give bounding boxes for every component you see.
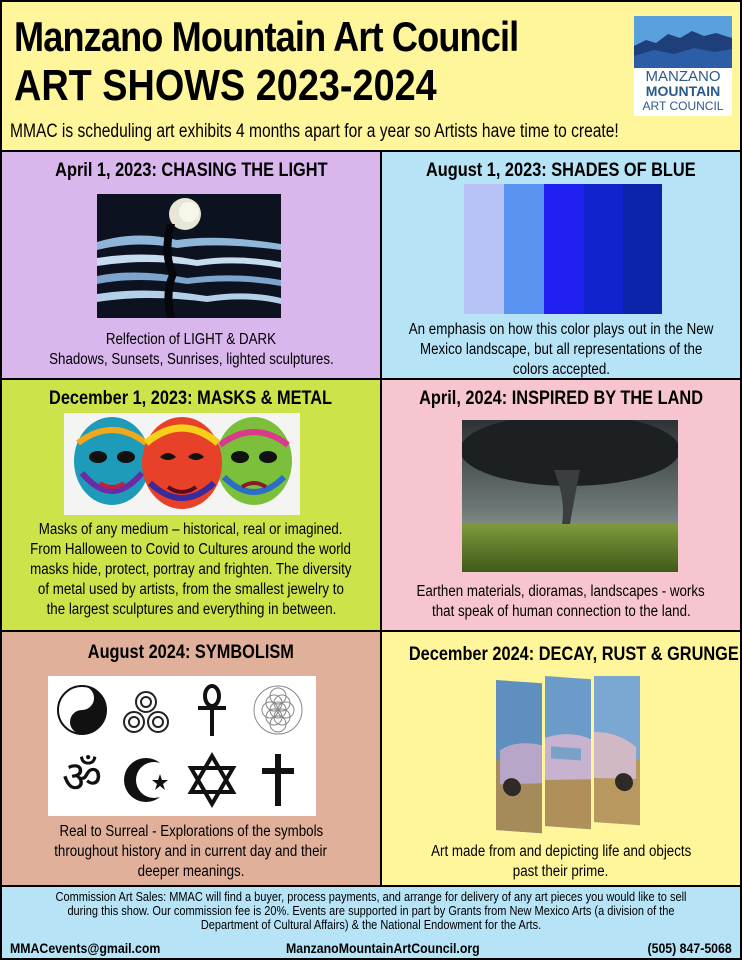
- show-inspired-by-the-land: [382, 380, 740, 632]
- phone-number[interactable]: (505) 847-5068: [647, 940, 732, 956]
- show-description: An emphasis on how this color plays out in the New Mexico landscape, but all representations of the colors accepted.: [408, 321, 714, 378]
- om-icon: [62, 752, 102, 803]
- crescent-star-icon: [124, 758, 172, 802]
- show-title: August 2024: SYMBOLISM: [87, 642, 295, 663]
- painted-masks: [64, 413, 300, 515]
- show-description: Earthen materials, dioramas, landscapes - works that speak of human connection to the land.: [416, 583, 706, 620]
- email-link[interactable]: MMACevents@gmail.com: [10, 940, 161, 956]
- show-title: December 2024: DECAY, RUST & GRUNGE: [408, 644, 739, 665]
- header: [2, 2, 740, 152]
- triptych-panel: [545, 676, 591, 829]
- swatch: [464, 184, 504, 314]
- ankh-icon: [198, 686, 226, 736]
- swatch: [544, 184, 584, 314]
- mmac-logo: [634, 16, 732, 116]
- svg-text:ॐ: ॐ: [61, 752, 103, 803]
- council-title: Manzano Mountain Art Council: [14, 13, 519, 60]
- show-description: Art made from and depicting life and objects past their prime.: [430, 843, 692, 880]
- cross-icon: [262, 754, 294, 806]
- swatch: [623, 184, 662, 314]
- rusty-car-triptych: [492, 676, 644, 836]
- shows-title: ART SHOWS 2023-2024: [14, 61, 437, 110]
- triptych-panel: [594, 676, 640, 825]
- show-shades-of-blue: [382, 152, 740, 380]
- show-chasing-the-light: [2, 152, 382, 380]
- tornado-landscape: [462, 420, 678, 572]
- commission-info: Commission Art Sales: MMAC will find a buyer, process payments, and arrange for delivery of any art pieces you would like to sell during this show. Our commission fee is 20%. Events are supported in part by Grants from New Mexico Arts (a division of the Department of Cultural Affairs) & the National Endowment for the Arts.: [55, 890, 687, 932]
- show-description: Masks of any medium – historical, real or imagined. From Halloween to Covid to Cultures around the world masks hide, protect, portray and frighten. The diversity of metal used by artists, from the smallest jewelry to the largest sculptures and everything in between.: [30, 521, 352, 618]
- blue-swatches: [464, 184, 662, 314]
- header-subtitle: MMAC is scheduling art exhibits 4 months apart for a year so Artists have time to create!: [10, 121, 619, 142]
- show-title: December 1, 2023: MASKS & METAL: [49, 388, 333, 409]
- swatch: [584, 184, 623, 314]
- show-description: Relfection of LIGHT & DARK Shadows, Sunsets, Sunrises, lighted sculptures.: [48, 331, 334, 368]
- footer: [2, 887, 740, 958]
- logo-text-manzano: MANZANO: [645, 68, 721, 85]
- moonlit-water-painting: [97, 194, 281, 318]
- show-title: August 1, 2023: SHADES OF BLUE: [426, 160, 696, 181]
- triptych-panel: [496, 680, 542, 833]
- website-link[interactable]: ManzanoMountainArtCouncil.org: [286, 940, 480, 956]
- mountain-logo-icon: [634, 16, 732, 68]
- triskele-icon: [124, 692, 168, 732]
- star-of-david-icon: [191, 756, 233, 804]
- show-description: Real to Surreal - Explorations of the symbols throughout history and in current day and their deeper meanings.: [54, 823, 328, 880]
- yin-yang-icon: [58, 686, 106, 734]
- logo-text-mountain: MOUNTAIN: [645, 83, 721, 99]
- show-title: April, 2024: INSPIRED BY THE LAND: [419, 388, 703, 409]
- show-masks-and-metal: [2, 380, 382, 632]
- swatch: [504, 184, 544, 314]
- show-decay-rust-grunge: [382, 632, 740, 887]
- show-title: April 1, 2023: CHASING THE LIGHT: [54, 160, 328, 181]
- show-symbolism: [2, 632, 382, 887]
- symbols-grid: [48, 676, 316, 816]
- flower-of-life-icon: [254, 686, 302, 734]
- logo-text-art-council: ART COUNCIL: [642, 99, 724, 113]
